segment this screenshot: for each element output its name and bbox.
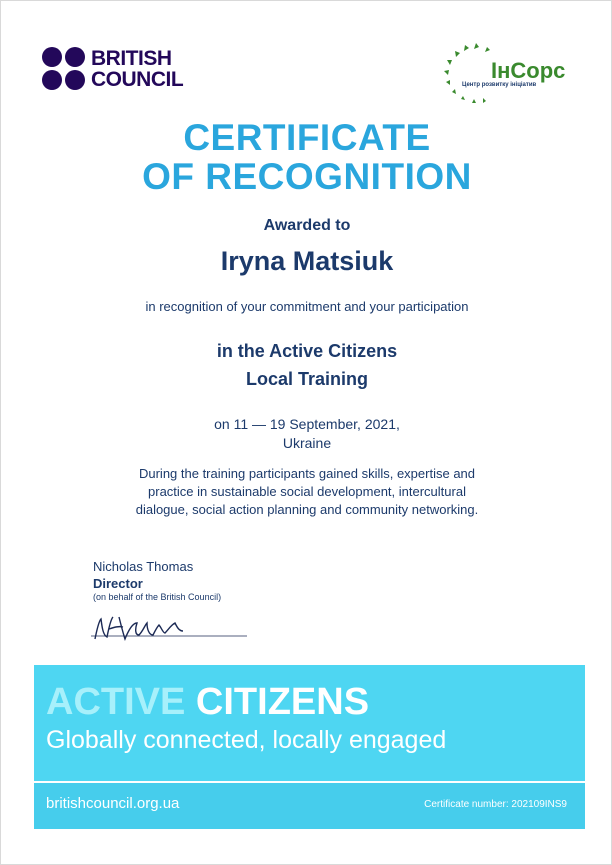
active-citizens-wordmark: [46, 681, 369, 723]
footer-website: britishcouncil.org.ua: [46, 795, 180, 812]
description-line1: During the training participants gained skills, expertise and: [138, 466, 476, 481]
banner-tagline: Globally connected, locally engaged: [46, 726, 447, 754]
date-line1: on 11 — 19 September, 2021,: [214, 416, 400, 432]
program-line2: Local Training: [245, 369, 369, 389]
recognition-text: in recognition of your commitment and your participation: [145, 299, 469, 314]
signature-graphic: [89, 609, 251, 649]
footer-certificate-number: Certificate number: 202109INS9: [424, 799, 567, 810]
certificate-footer: [34, 783, 585, 829]
signatory-note: (on behalf of the British Council): [93, 592, 222, 602]
program-line1: in the Active Citizens: [216, 341, 398, 361]
insors-name: ІнСорс: [491, 58, 566, 83]
certificate-title-line2: OF RECOGNITION: [142, 156, 472, 197]
signatory-role: Director: [93, 576, 143, 591]
certificate-title-line1: CERTIFICATE: [183, 117, 431, 158]
signatory-name: Nicholas Thomas: [93, 559, 194, 574]
british-council-logo: [42, 47, 183, 90]
banner-word-active: ACTIVE: [46, 681, 186, 723]
active-citizens-banner: [34, 665, 585, 781]
awarded-to-label: Awarded to: [263, 217, 351, 234]
description-line3: dialogue, social action planning and community networking.: [135, 502, 479, 517]
insors-subtitle: Центр розвитку ініціатив: [462, 82, 537, 88]
insors-logo: [441, 39, 581, 111]
british-council-dots-icon: [42, 47, 85, 90]
date-line2: Ukraine: [282, 435, 332, 451]
british-council-wordmark: BRITISH COUNCIL: [91, 46, 184, 91]
recipient-name: Iryna Matsiuk: [220, 246, 394, 276]
banner-word-citizens: CITIZENS: [195, 681, 370, 723]
description-line2: practice in sustainable social development, intercultural: [148, 484, 466, 499]
